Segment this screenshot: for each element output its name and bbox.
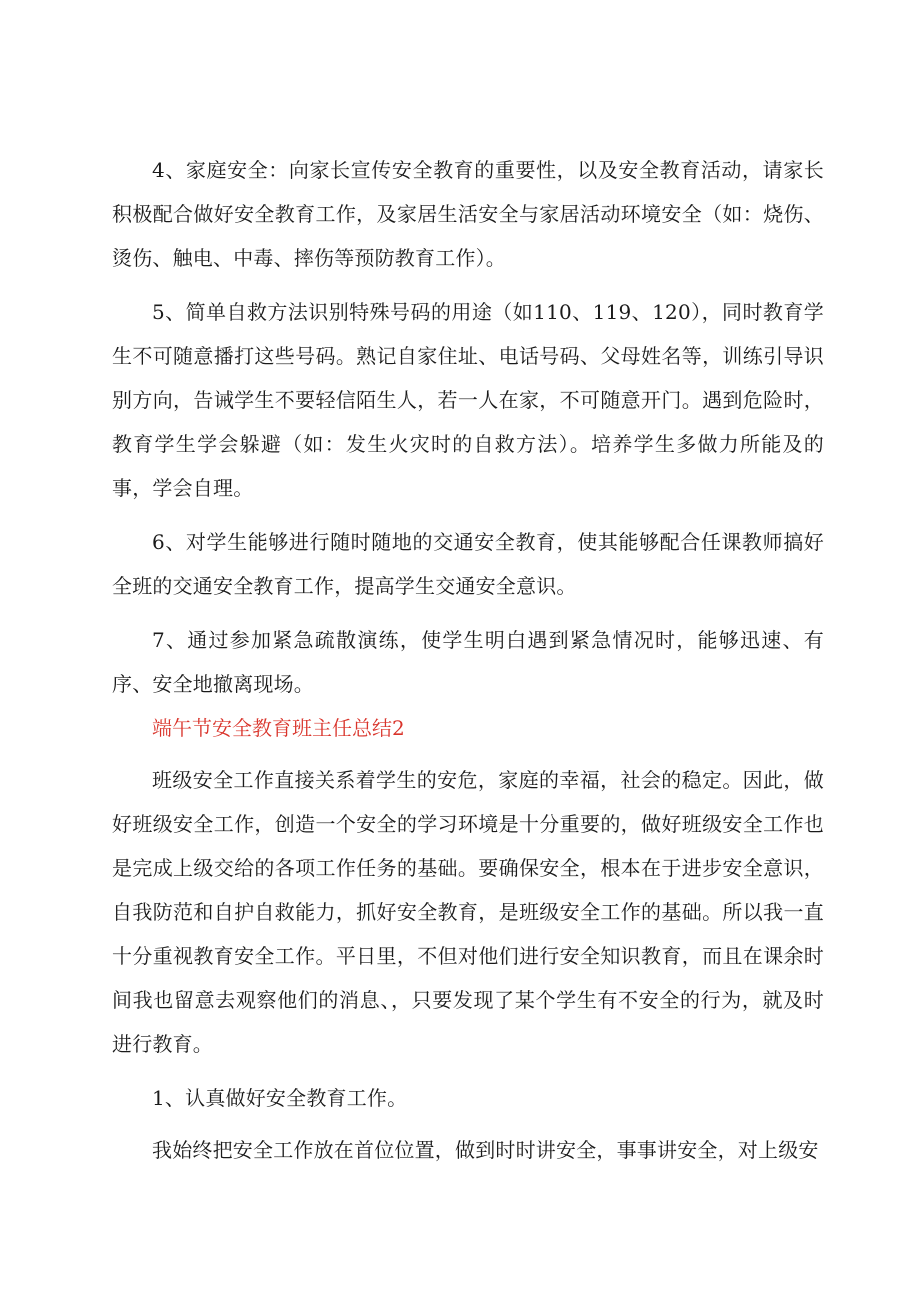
section-heading: 端午节安全教育班主任总结2 (152, 716, 405, 740)
paragraph-item-1-title: 1、认真做好安全教育工作。 (152, 1086, 408, 1110)
paragraph-self-rescue: 5、简单自救方法识别特殊号码的用途（如110、119、120），同时教育学生不可随意播打这些号码。熟记自家住址、电话号码、父母姓名等，训练引导识别方向，告诫学生不要轻信陌生人，若一人在家，不可随意开门。遇到危险时，教育学生学会躲避（如：发生火灾时的自救方法）。培养学生多做力所能及的事，学会自理。 (112, 300, 824, 500)
paragraph-intro: 班级安全工作直接关系着学生的安危，家庭的幸福，社会的稳定。因此，做好班级安全工作，创造一个安全的学习环境是十分重要的，做好班级安全工作也是完成上级交给的各项工作任务的基础。要确保安全，根本在于进步安全意识，自我防范和自护自救能力，抓好安全教育，是班级安全工作的基础。所以我一直十分重视教育安全工作。平日里，不但对他们进行安全知识教育，而且在课余时间我也留意去观察他们的消息、，只要发现了某个学生有不安全的行为，就及时进行教育。 (112, 768, 824, 1056)
paragraph-evacuation-drill: 7、通过参加紧急疏散演练，使学生明白遇到紧急情况时，能够迅速、有序、安全地撤离现场。 (112, 628, 824, 696)
paragraph-home-safety: 4、家庭安全：向家长宣传安全教育的重要性，以及安全教育活动，请家长积极配合做好安全教育工作，及家居生活安全与家居活动环境安全（如：烧伤、烫伤、触电、中毒、摔伤等预防教育工作）。 (112, 158, 824, 270)
paragraph-traffic-safety: 6、对学生能够进行随时随地的交通安全教育，使其能够配合任课教师搞好全班的交通安全教育工作，提高学生交通安全意识。 (112, 530, 824, 598)
paragraph-item-1-body: 我始终把安全工作放在首位位置，做到时时讲安全，事事讲安全，对上级安 (152, 1138, 819, 1162)
document-body (112, 148, 824, 1172)
